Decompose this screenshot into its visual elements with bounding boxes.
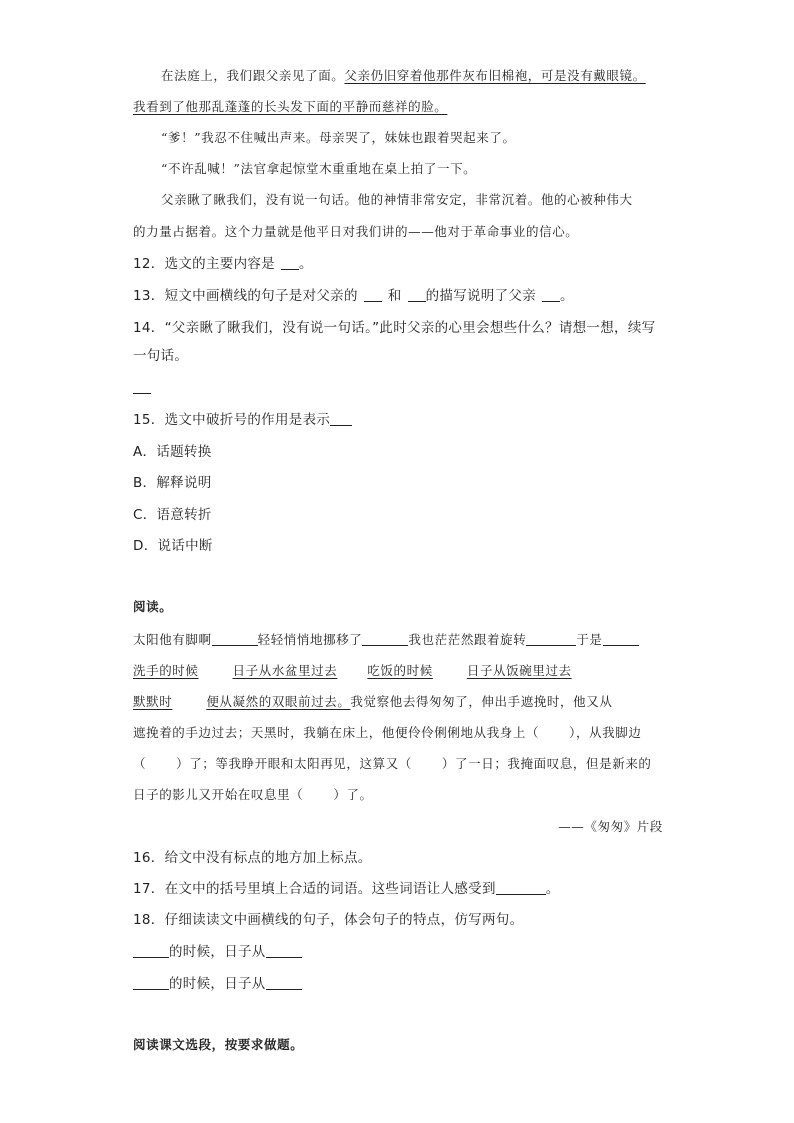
reading-line2 <box>133 661 663 681</box>
reading-line1: 太阳他有脚啊 轻轻悄悄地挪移了 我也茫茫然跟着旋转 于是 <box>133 630 663 650</box>
imitation-line1: 的时候，日子从 <box>133 942 663 962</box>
answer-blank[interactable] <box>266 975 302 990</box>
passage1-line6: 的力量占据着。这个力量就是他平日对我们讲的——他对于革命事业的信心。 <box>133 224 579 239</box>
underlined-sentence: 我看到了他那乱蓬蓬的长头发下面的平静而慈祥的脸。 <box>133 99 448 114</box>
question-16: 16．给文中没有标点的地方加上标点。 <box>133 850 372 866</box>
answer-blank[interactable] <box>330 411 352 426</box>
reading-line5: （ ）了；等我睁开眼和太阳再见，这算又（ ）了一日；我掩面叹息，但是新来的 <box>133 756 652 771</box>
question-14-line2: 一句话。 <box>133 348 189 364</box>
passage1-line5: 父亲瞅了瞅我们，没有说一句话。他的神情非常安定，非常沉着。他的心被种伟大 <box>161 192 633 207</box>
passage1-line4: “不许乱喊！”法官拿起惊堂木重重地在桌上拍了一下。 <box>161 161 477 176</box>
reading-line6: 日子的影儿又开始在叹息里（ ）了。 <box>133 787 373 802</box>
section2-title: 阅读。 <box>133 599 173 614</box>
answer-blank[interactable] <box>133 379 151 394</box>
source-citation: ——《匆匆》片段 <box>558 819 663 834</box>
answer-blank[interactable] <box>542 287 560 302</box>
underlined-sentence: 洗手的时候 日子从水盆里过去 吃饭的时候 日子从饭碗里过去 <box>133 663 572 678</box>
answer-blank[interactable] <box>133 975 169 990</box>
imitation-line2: 的时候，日子从 <box>133 974 663 994</box>
answer-blank[interactable] <box>603 631 639 646</box>
option-c[interactable]: C．语意转折 <box>133 507 212 523</box>
underlined-sentence: 父亲仍旧穿着他那件灰布旧棉袍，可是没有戴眼镜。 <box>344 68 646 83</box>
question-14-line1: 14．“父亲瞅了瞅我们，没有说一句话。”此时父亲的心里会想些什么？请想一想，续写 <box>133 320 656 336</box>
passage1-line1: 在法庭上，我们跟父亲见了面。父亲仍旧穿着他那件灰布旧棉袍，可是没有戴眼镜。 <box>161 68 646 83</box>
underlined-sentence: 默默时 便从凝然的双眼前过去。 <box>133 694 351 709</box>
section3-title: 阅读课文选段，按要求做题。 <box>133 1037 304 1052</box>
answer-blank[interactable] <box>496 880 546 895</box>
option-d[interactable]: D．说话中断 <box>133 538 213 554</box>
option-b[interactable]: B．解释说明 <box>133 475 212 491</box>
answer-blank[interactable] <box>364 287 382 302</box>
passage1-line3: “爹！”我忍不住喊出声来。母亲哭了，妹妹也跟着哭起来了。 <box>161 130 516 145</box>
answer-blank[interactable] <box>266 943 302 958</box>
question-17: 17．在文中的括号里填上合适的词语。这些词语让人感受到 。 <box>133 881 560 897</box>
question-14-answer <box>133 378 663 398</box>
answer-blank[interactable] <box>362 631 408 646</box>
question-18: 18．仔细读读文中画横线的句子，体会句子的特点，仿写两句。 <box>133 912 524 928</box>
answer-blank[interactable] <box>281 255 299 270</box>
reading-line4: 遮挽着的手边过去；天黑时，我躺在床上，他便伶伶俐俐地从我身上（ ），从我脚边 <box>133 725 642 740</box>
question-12: 12．选文的主要内容是 。 <box>133 256 313 272</box>
passage1-line2 <box>133 97 663 117</box>
option-a[interactable]: A．话题转换 <box>133 444 212 460</box>
answer-blank[interactable] <box>526 631 576 646</box>
answer-blank[interactable] <box>133 943 169 958</box>
answer-blank[interactable] <box>408 287 426 302</box>
reading-line3: 默默时 便从凝然的双眼前过去。我觉察他去得匆匆了，伸出手遮挽时，他又从 <box>133 694 613 709</box>
answer-blank[interactable] <box>212 631 258 646</box>
question-15: 15．选文中破折号的作用是表示 <box>133 410 663 430</box>
question-13: 13．短文中画横线的句子是对父亲的 和 的描写说明了父亲 。 <box>133 288 574 304</box>
